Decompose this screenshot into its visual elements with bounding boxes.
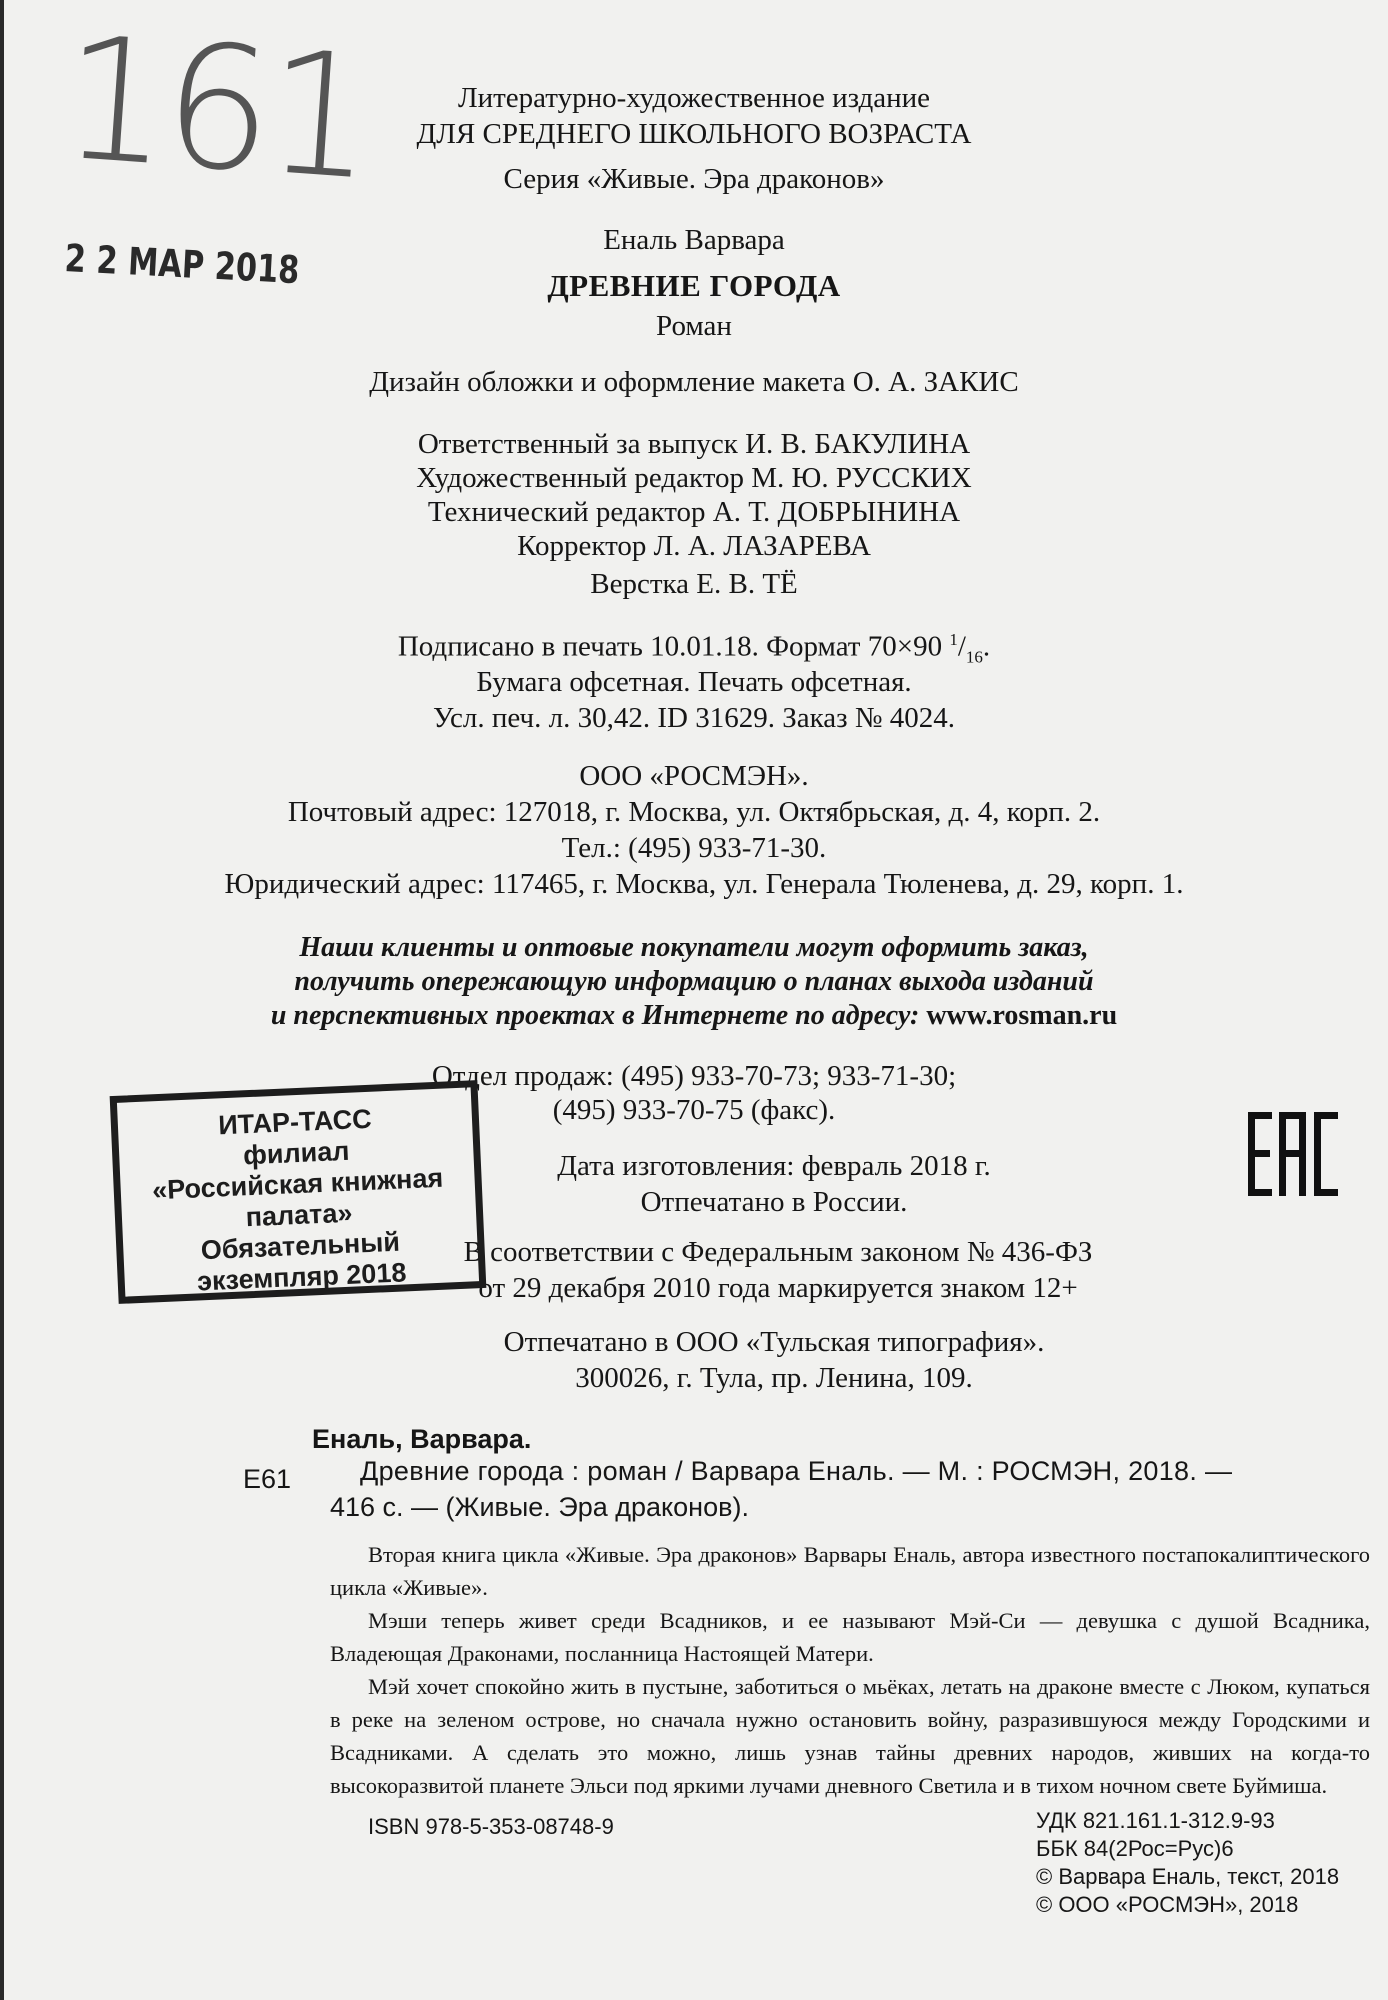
book-title: ДРЕВНИЕ ГОРОДА — [547, 268, 841, 303]
legal-deposit-stamp — [110, 1080, 487, 1304]
copyright-author: © Варвара Еналь, текст, 2018 — [1036, 1864, 1340, 1889]
stamp-line-2: филиал — [242, 1135, 350, 1171]
print-paper: Бумага офсетная. Печать офсетная. — [476, 666, 912, 698]
promo-line-2: получить опережающую информацию о планах выхода изданий — [294, 966, 1094, 997]
sales-phones: Отдел продаж: (495) 933-70-73; 933-71-30; — [431, 1060, 957, 1092]
age-rating-mark: от 29 декабря 2010 года маркируется знаком 12+ — [478, 1272, 1078, 1304]
isbn: ISBN 978-5-353-08748-9 — [368, 1814, 614, 1839]
handwritten-number: 161 — [55, 0, 376, 219]
age-rating-law: В соответствии с Федеральным законом № 436-ФЗ — [463, 1236, 1093, 1268]
cover-design-credit: Дизайн обложки и оформление макета О. А. ЗАКИС — [369, 366, 1019, 398]
stamp-line-6: экземпляр 2018 — [196, 1257, 407, 1297]
publisher-postal: Почтовый адрес: 127018, г. Москва, ул. Октябрьская, д. 4, корп. 2. — [287, 796, 1101, 828]
genre: Роман — [656, 310, 732, 342]
age-group: ДЛЯ СРЕДНЕГО ШКОЛЬНОГО ВОЗРАСТА — [416, 118, 972, 150]
promo-line-1: Наши клиенты и оптовые покупатели могут оформить заказ, — [299, 932, 1089, 963]
author-name: Еналь Варвара — [603, 224, 785, 256]
bbk-code: ББК 84(2Рос=Рус)6 — [1036, 1836, 1234, 1861]
stamp-line-1: ИТАР-ТАСС — [217, 1103, 373, 1141]
manufacture-country: Отпечатано в России. — [640, 1186, 908, 1218]
staff-proofreader: Корректор Л. А. ЛАЗАРЕВА — [517, 530, 871, 562]
annotation-paragraph-2: Мэши теперь живет среди Всадников, и ее называют Мэй-Си — девушка с душой Всадника, Владеющая Драконами, посланница Настоящей Матери. — [330, 1608, 1370, 1666]
bib-code: Е61 — [243, 1464, 292, 1494]
stamp-line-4: палата» — [245, 1197, 353, 1233]
eac-mark-icon — [1248, 1112, 1338, 1196]
format-numerator: 1 — [949, 630, 958, 649]
annotation-paragraph-1: Вторая книга цикла «Живые. Эра драконов» Варвары Еналь, автора известного постапокалиптического цикла «Живые». — [330, 1542, 1370, 1600]
publisher-phone: Тел.: (495) 933-71-30. — [561, 832, 827, 864]
printer-name: Отпечатано в ООО «Тульская типография». — [503, 1326, 1045, 1358]
staff-layout: Верстка Е. В. ТЁ — [590, 568, 798, 600]
stamp-line-5: Обязательный — [200, 1226, 401, 1266]
copyright-publisher: © ООО «РОСМЭН», 2018 — [1036, 1892, 1299, 1917]
promo-line-3 — [0, 1000, 1388, 1032]
staff-art-editor: Художественный редактор М. Ю. РУССКИХ — [416, 462, 972, 494]
stamp-line-3: «Российская книжная — [151, 1162, 444, 1206]
sales-fax: (495) 933-70-75 (факс). — [552, 1094, 836, 1126]
publisher-legal: Юридический адрес: 117465, г. Москва, ул. Генерала Тюленева, д. 29, корп. 1. — [224, 868, 1184, 900]
edition-type: Литературно-художественное издание — [457, 82, 931, 114]
staff-tech-editor: Технический редактор А. Т. ДОБРЫНИНА — [427, 496, 961, 528]
print-signed: Подписано в печать 10.01.18. Формат 70×90 $^1/_{16}$. — [397, 630, 991, 667]
printer-address: 300026, г. Тула, пр. Ленина, 109. — [575, 1362, 973, 1394]
bib-description-2: 416 с. — (Живые. Эра драконов). — [330, 1492, 749, 1522]
date-stamp: 2 2 МАР 2018 — [63, 236, 301, 293]
print-volume: Усл. печ. л. 30,42. ID 31629. Заказ № 4024. — [432, 702, 955, 734]
book-annotation — [330, 1538, 1370, 1802]
print-signed-text: Подписано в печать 10.01.18. Формат 70×90 — [397, 630, 943, 663]
udk-code: УДК 821.161.1-312.9-93 — [1036, 1808, 1275, 1833]
publisher-url[interactable]: www.rosman.ru — [926, 1000, 1118, 1031]
bib-author-heading: Еналь, Варвара. — [312, 1424, 532, 1454]
staff-responsible: Ответственный за выпуск И. В. БАКУЛИНА — [417, 428, 971, 460]
manufacture-date: Дата изготовления: февраль 2018 г. — [557, 1150, 991, 1182]
annotation-paragraph-3: Мэй хочет спокойно жить в пустыне, заботиться о мьёках, летать на драконе вместе с Люком, купаться в реке на зеленом острове, но сначала нужно остановить войну, разразившуюся между Городскими и Всадниками. А сделать это можно, лишь узнав тайны древних народов, живших на когда-то высокоразвитой планете Эльси под яркими лучами дневного Светила и в тихом ночном свете Буймиша. — [330, 1674, 1370, 1798]
format-denominator: 16 — [965, 647, 983, 667]
publisher-name: ООО «РОСМЭН». — [579, 760, 809, 792]
bib-description-1: Древние города : роман / Варвара Еналь. — М. : РОСМЭН, 2018. — — [360, 1456, 1233, 1486]
promo-text: и перспективных проектах в Интернете по адресу: — [270, 1000, 920, 1031]
series-name: Серия «Живые. Эра драконов» — [503, 163, 885, 195]
